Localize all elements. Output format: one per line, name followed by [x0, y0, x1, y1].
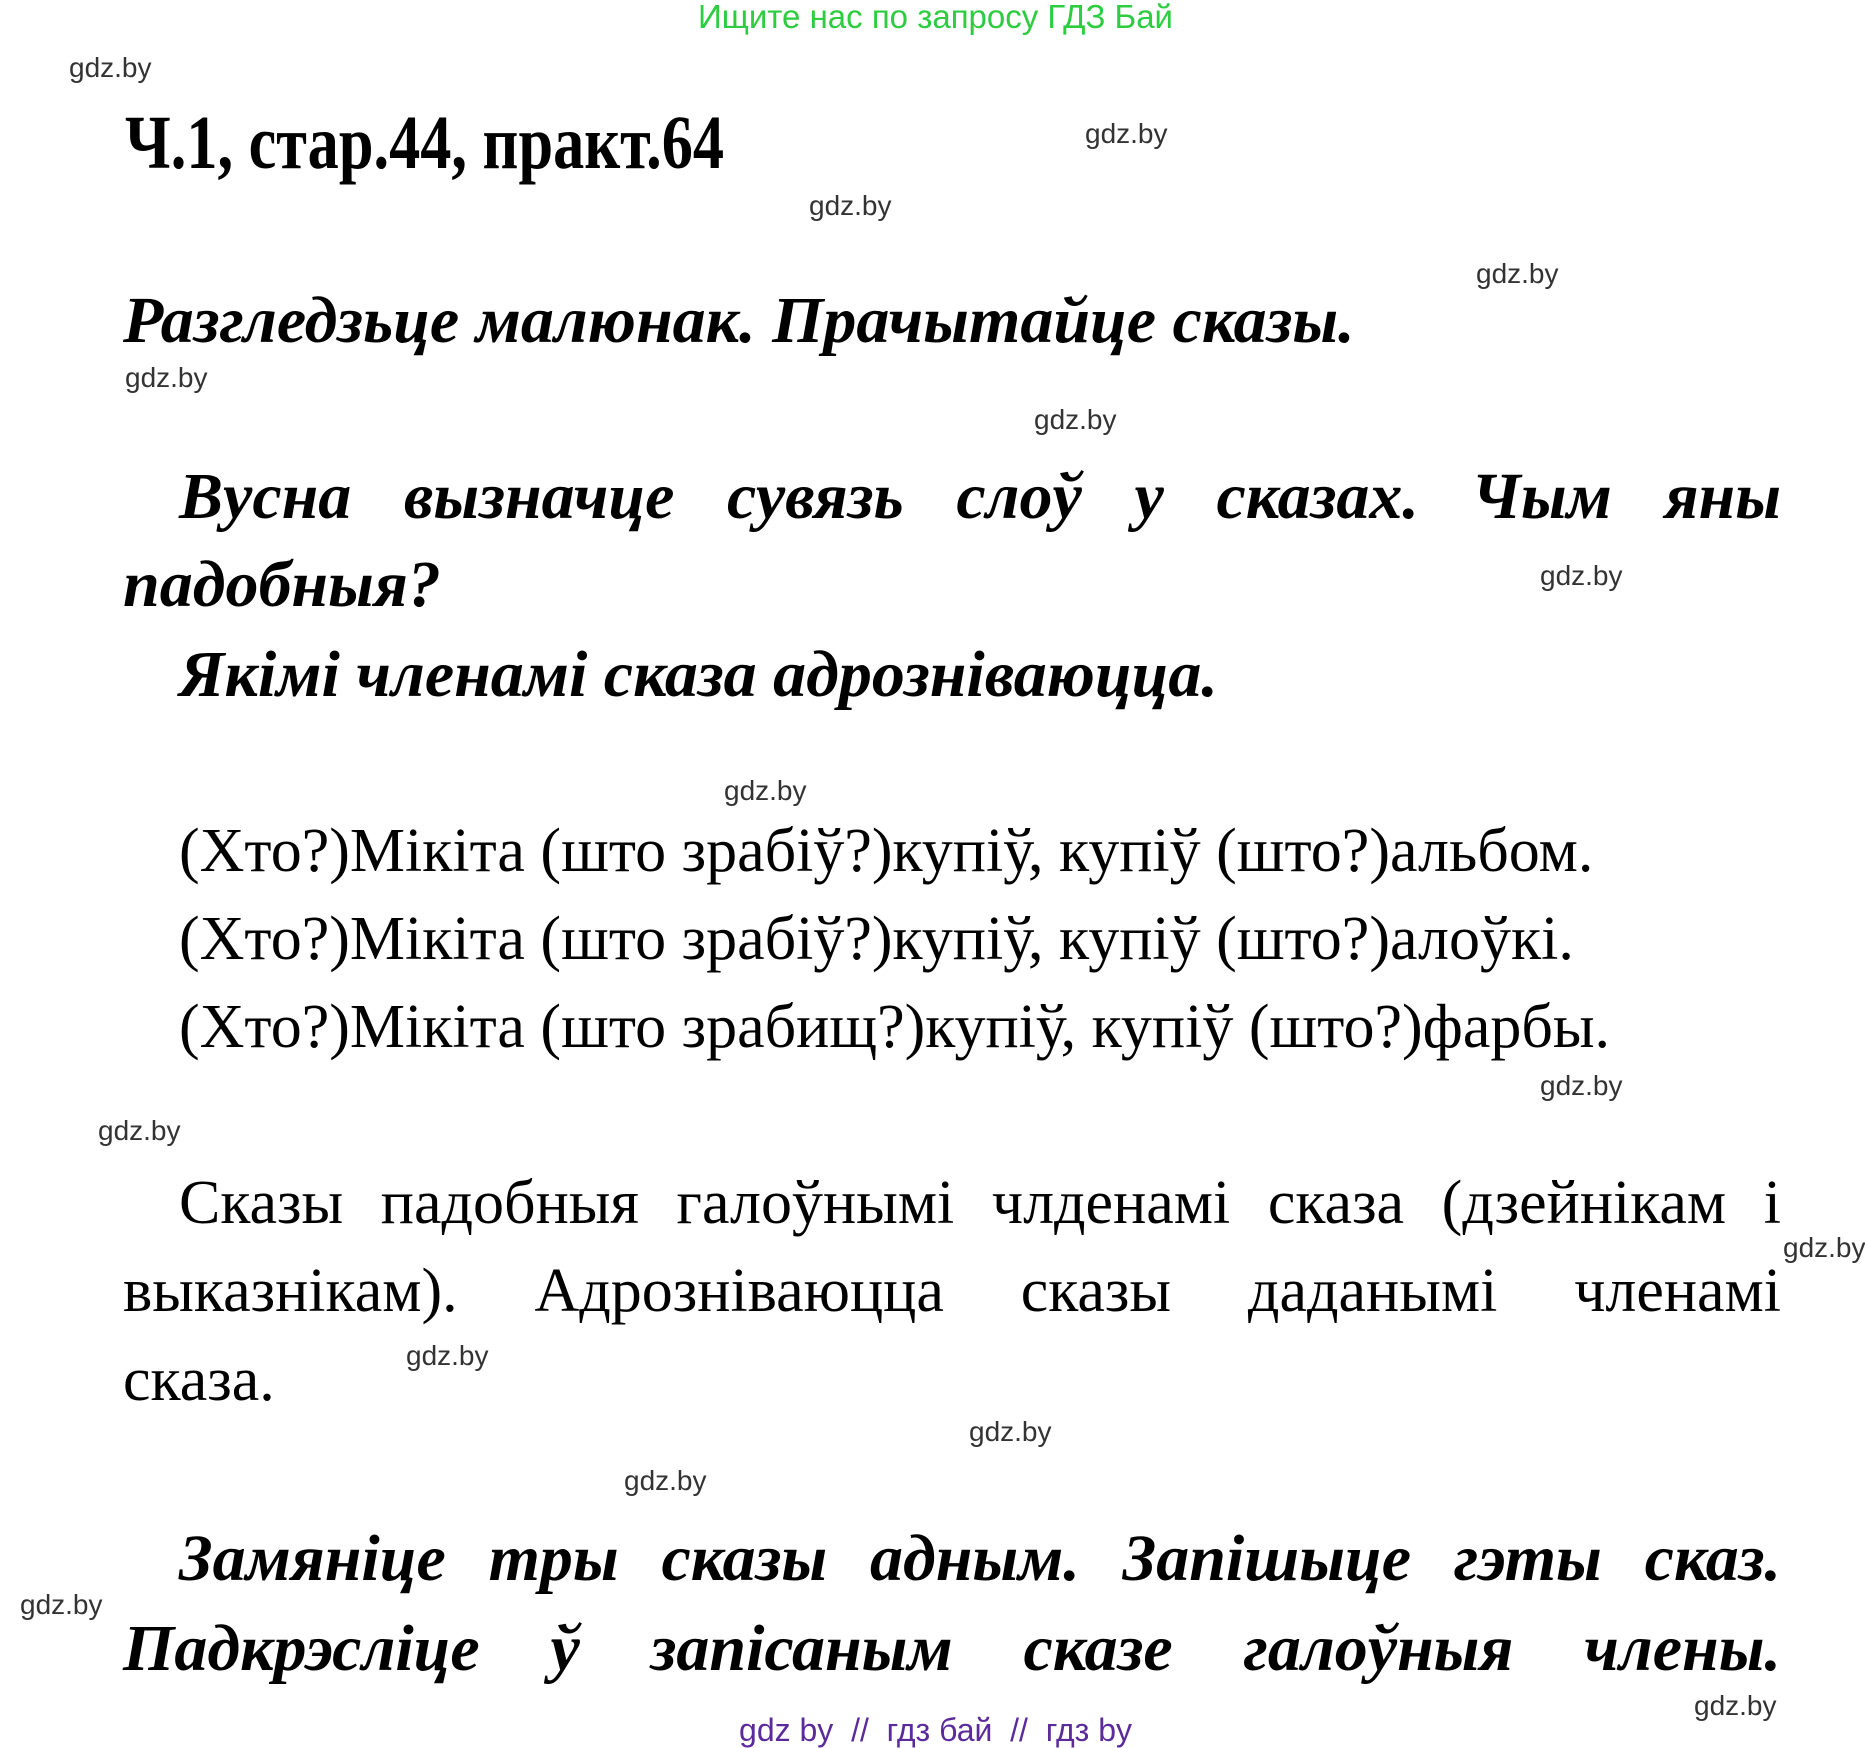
watermark: gdz.by	[125, 362, 208, 393]
watermark: gdz.by	[69, 52, 152, 83]
answer-line: (Хто?)Мікіта (што зрабіў?)купіў, купіў (што?)алоўкі.	[179, 905, 1574, 973]
task-text: Вусна вызначце сувязь слоў у сказах. Чым яны	[179, 460, 1781, 533]
page-title: Ч.1, стар.44, практ.64	[125, 101, 725, 185]
task-instruction: Разгледзьце малюнак. Прачытайце сказы.	[123, 284, 1355, 357]
task-instruction: Замяніце тры сказы адным. Запішыце гэты сказ.	[179, 1522, 1781, 1595]
watermark: gdz.by	[1783, 1232, 1865, 1263]
watermark: gdz.by	[1540, 1070, 1623, 1101]
task-instruction: Падкрэсліце ў запісаным сказе галоўныя члены.	[123, 1612, 1781, 1685]
search-banner: Ищите нас по запросу ГДЗ Бай	[698, 0, 1173, 35]
watermark: gdz.by	[1694, 1690, 1777, 1721]
watermark: gdz.by	[724, 775, 807, 806]
watermark: gdz.by	[624, 1465, 707, 1496]
watermark: gdz.by	[809, 190, 892, 221]
watermark: gdz.by	[1540, 560, 1623, 591]
conclusion-line: сказа.	[123, 1346, 275, 1414]
task-instruction: падобныя?	[123, 548, 441, 621]
conclusion-line: выказнікам). Адрозніваюцца сказы даданымі членамі	[123, 1257, 1781, 1325]
answer-line: (Хто?)Мікіта (што зрабіў?)купіў, купіў (што?)альбом.	[179, 817, 1594, 885]
watermark: gdz.by	[1476, 258, 1559, 289]
watermark: gdz.by	[406, 1340, 489, 1371]
footer-watermark: gdz by // гдз бай // гдз by	[739, 1712, 1132, 1748]
task-instruction: Якімі членамі сказа адрозніваюцца.	[179, 638, 1218, 711]
watermark: gdz.by	[969, 1416, 1052, 1447]
conclusion-line: Сказы падобныя галоўнымі члденамі сказа (дзейнікам і	[179, 1169, 1781, 1237]
watermark: gdz.by	[1034, 404, 1117, 435]
answer-line: (Хто?)Мікіта (што зрабищ?)купіў, купіў (што?)фарбы.	[179, 993, 1611, 1061]
watermark: gdz.by	[98, 1115, 181, 1146]
task-instruction	[123, 460, 1781, 534]
watermark: gdz.by	[1085, 118, 1168, 149]
watermark: gdz.by	[20, 1589, 103, 1620]
